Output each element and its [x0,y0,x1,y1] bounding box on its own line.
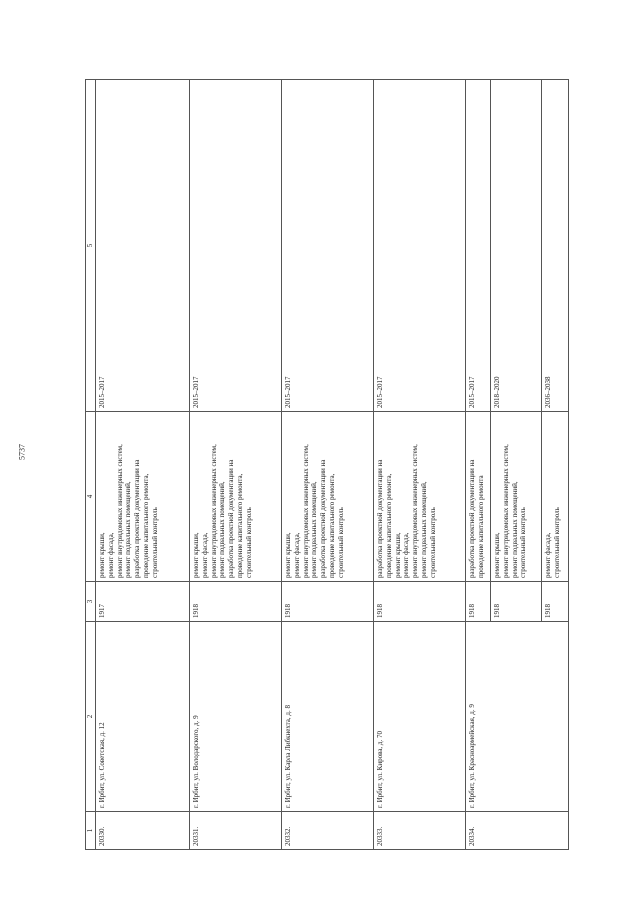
row-period: 2015–2017 [282,80,374,412]
row-period-split [466,80,569,412]
table-row [374,80,466,850]
work-item: строительный контроль [150,507,159,578]
work-item: ремонт внутридомовых инженерных систем, [411,444,419,578]
header-row [86,80,96,850]
table-row [190,80,282,850]
work-item: ремонт фасада, [402,532,411,578]
work-item: ремонт подвальных помещений, [310,481,319,578]
row-number: 20332. [282,812,374,850]
work-item: ремонт фасада, [200,532,209,578]
sub-year: 1918 [468,604,476,618]
row-address: г. Ирбит, ул. Кирова, д. 70 [374,622,466,812]
row-year: 1918 [190,582,282,622]
document-area [85,80,565,850]
work-item: ремонт внутридомовых инженерных систем, [301,444,310,578]
work-item: разработка проектной документации на [376,459,384,578]
work-item: строительный контроль [336,507,345,578]
work-item: проведение капитального ремонта, [235,473,244,578]
row-number: 20333. [374,812,466,850]
sub-year: 1918 [490,582,541,621]
table-row [96,80,190,850]
row-year-split [466,582,569,622]
work-item: проведение капитального ремонта, [141,473,150,578]
work-item: строительный контроль [519,507,528,578]
row-period: 2015–2017 [96,80,190,412]
sub-works [541,412,568,581]
sub-period: 2018–2020 [490,80,541,411]
row-period: 2015–2017 [190,80,282,412]
row-works [282,412,374,582]
row-works [374,412,466,582]
page-number: 5737 [17,444,27,460]
table-row [466,80,569,850]
row-number: 20331. [190,812,282,850]
work-item: разработка проектной документации на [227,459,235,578]
row-works-split [466,412,569,582]
row-address: г. Ирбит, ул. Володарского, д. 9 [190,622,282,812]
row-address: г. Ирбит, ул. Карла Либкнехта, д. 8 [282,622,374,812]
work-item: ремонт внутридомовых инженерных систем, [501,444,510,578]
sub-period: 2036–2038 [541,80,568,411]
work-item: ремонт внутридомовых инженерных систем, [209,444,218,578]
work-item: ремонт фасада, [106,532,115,578]
work-item: строительный контроль [244,507,253,578]
row-period: 2015–2017 [374,80,466,412]
work-item: ремонт фасада, [544,532,552,578]
row-number: 20334. [466,812,569,850]
table-row [282,80,374,850]
row-address: г. Ирбит, ул. Красноармейская, д. 9 [466,622,569,812]
header-cell-5: 5 [86,80,96,412]
work-item: ремонт крыши, [393,532,402,578]
work-item: разработка проектной документации на [133,459,141,578]
rotated-table-wrapper [85,80,565,850]
row-year: 1918 [282,582,374,622]
row-year: 1918 [374,582,466,622]
work-item: ремонт крыши, [493,532,501,578]
work-item: проведение капитального ремонта [476,475,485,578]
work-item: разработка проектной документации на [468,459,476,578]
work-item: ремонт крыши, [284,532,292,578]
work-item: ремонт подвальных помещений, [510,481,519,578]
work-item: ремонт крыши, [98,532,106,578]
work-item: ремонт крыши, [192,532,200,578]
header-cell-4: 4 [86,412,96,582]
row-year: 1917 [96,582,190,622]
work-item: строительный контроль [552,507,561,578]
work-item: проведение капитального ремонта, [327,473,336,578]
header-cell-3: 3 [86,582,96,622]
row-works [190,412,282,582]
row-address: г. Ирбит, ул. Советская, д. 12 [96,622,190,812]
sub-period: 2015–2017 [468,376,476,408]
work-item: ремонт фасада, [292,532,301,578]
row-works [96,412,190,582]
work-item: разработка проектной документации на [319,459,327,578]
header-cell-1: 1 [86,812,96,850]
sub-works [490,412,541,581]
work-item: ремонт подвальных помещений, [124,481,133,578]
work-item: проведение капитального ремонта, [384,473,393,578]
row-number: 20330. [96,812,190,850]
work-item: строительный контроль [428,507,437,578]
repair-schedule-table [85,79,569,850]
work-item: ремонт подвальных помещений, [218,481,227,578]
sub-year: 1918 [541,582,568,621]
header-cell-2: 2 [86,622,96,812]
work-item: ремонт внутридомовых инженерных систем, [115,444,124,578]
work-item: ремонт подвальных помещений, [419,481,428,578]
sub-works [466,412,490,581]
